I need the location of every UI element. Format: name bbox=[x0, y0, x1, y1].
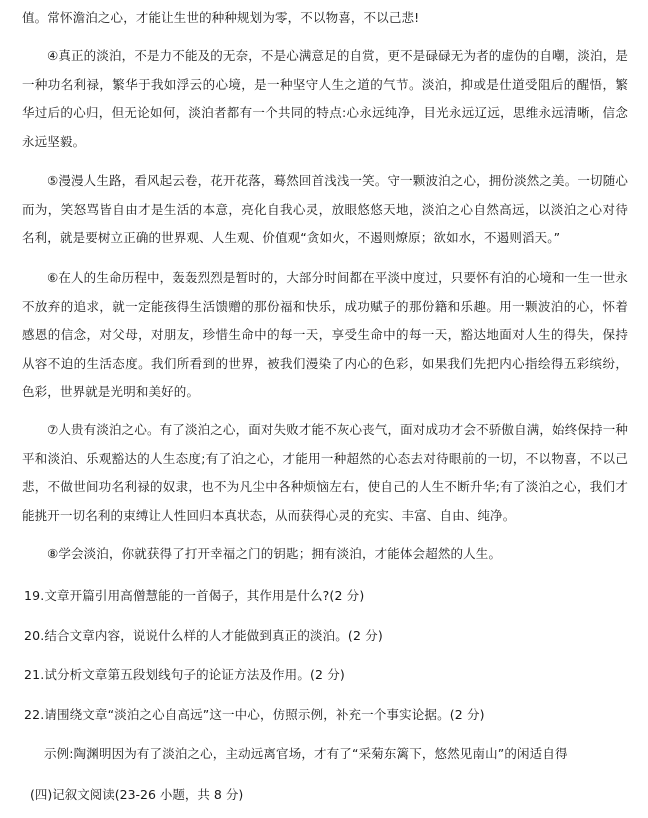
example-answer: 示例:陶渊明因为有了淡泊之心，主动远离官场，才有了“采菊东篱下，悠然见南山”的闲适自得 bbox=[44, 746, 568, 761]
question-20: 20.结合文章内容，说说什么样的人才能做到真正的淡泊。(2 分) bbox=[24, 628, 383, 643]
paragraph-5: ⑤漫漫人生路，看风起云卷，花开花落，蓦然回首浅浅一笑。守一颗波泊之心，拥份淡然之美。一切随心而为，笑怒骂皆自由才是生活的本意，亮化自我心灵，放眼悠悠天地，淡泊之心自然高远，以淡泊之心对待名利，就是要树立正确的世界观、人生观、价值观“贪如火，不遏则燎原；欲如水，不遏则滔天。” bbox=[22, 173, 628, 245]
paragraph-4: ④真正的淡泊，不是力不能及的无奈，不是心满意足的自赏，更不是碌碌无为者的虚伪的自嘲，淡泊，是一种功名利禄，繁华于我如浮云的心境，是一种坚守人生之道的气节。淡泊，抑或是仕道受阻后的醒悟，繁华过后的心归，但无论如何，淡泊者都有一个共同的特点:心永远纯净，目光永远辽远，思维永远清晰，信念永远坚毅。 bbox=[22, 48, 628, 149]
question-21: 21.试分析文章第五段划线句子的论证方法及作用。(2 分) bbox=[24, 667, 345, 682]
section-heading: (四)记叙文阅读(23-26 小题，共 8 分) bbox=[30, 787, 244, 802]
question-19: 19.文章开篇引用高僧慧能的一首偈子，其作用是什么?(2 分) bbox=[24, 588, 365, 603]
paragraph-6: ⑥在人的生命历程中，轰轰烈烈是暂时的，大部分时间都在平淡中度过，只要怀有泊的心境和一生一世永不放弃的追求，就一定能孩得生活馈赠的那份福和快乐，成功赋子的那份籍和乐趣。用一颗波泊的心，怀着感恩的信念，对父母，对朋友，珍惜生命中的每一天，享受生命中的每一天，豁达地面对人生的得失，保持从容不迫的生活态度。我们所看到的世界，被我们漫染了内心的色彩，如果我们先把内心指绘得五彩缤纷，色彩，世界就是光明和美好的。 bbox=[22, 270, 628, 399]
paragraph-3-tail: 值。常怀澹泊之心，才能让生世的种种规划为零，不以物喜，不以己悲! bbox=[22, 10, 420, 25]
paragraph-8: ⑧学会淡泊，你就获得了打开幸福之门的钥匙；拥有淡泊，才能体会超然的人生。 bbox=[47, 546, 502, 561]
paragraph-7: ⑦人贵有淡泊之心。有了淡泊之心，面对失败才能不灰心丧气，面对成功才会不骄傲自满，始终保持一种平和淡泊、乐观豁达的人生态度;有了泊之心，才能用一种超然的心态去对待眼前的一切，不以物喜，不以己悲，不做世间功名利禄的奴隶，也不为凡尘中各种烦恼左右，使自己的人生不断升华;有了淡泊之心，我们才能挑开一切名利的束缚让人性回归本真状态，从而获得心灵的充实、丰富、自由、纯净。 bbox=[22, 422, 628, 523]
question-22: 22.请围绕文章“淡泊之心自高远”这一中心，仿照示例，补充一个事实论据。(2 分) bbox=[24, 707, 485, 722]
